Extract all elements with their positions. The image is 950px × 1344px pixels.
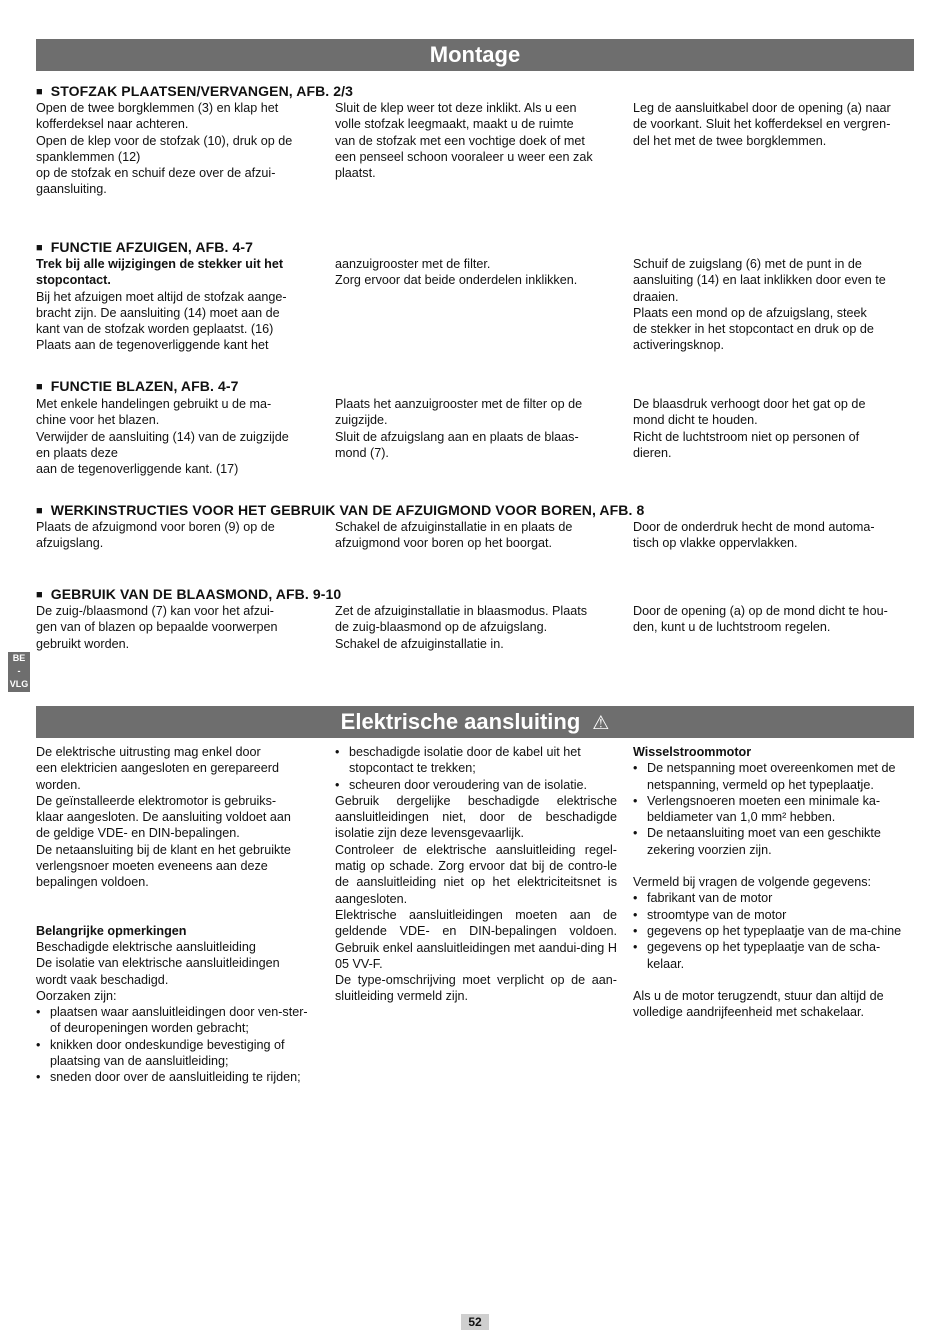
language-tab: BE - VLG xyxy=(8,652,30,692)
afzuigen-col3: Schuif de zuigslang (6) met de punt in de aansluiting (14) en laat inklikken door even te draaien. Plaats een mond op de afzuigslang, steek de stekker in het stopcontact en druk op de activeringsknop. xyxy=(633,257,886,353)
list-item: • stroomtype van de motor xyxy=(633,907,787,922)
blaasmond-col2: Zet de afzuiginstallatie in blaasmodus. Plaats de zuig-blaasmond op de afzuigslang. Schakel de afzuiginstallatie in. xyxy=(335,604,588,651)
square-bullet-icon: ■ xyxy=(36,242,43,254)
list-item: • beschadigde isolatie door de kabel uit het stopcontact te trekken; xyxy=(335,745,581,776)
stofzak-col2: Sluit de klep weer tot deze inklikt. Als u een volle stofzak leegmaakt, maakt u de ruimte van de stofzak met een vochtige doek of met een penseel schoon vooraleer u weer een zak plaatst. xyxy=(335,101,593,181)
section-title-boren: ■ WERKINSTRUCTIES VOOR HET GEBRUIK VAN DE AFZUIGMOND VOOR BOREN, AFB. 8 xyxy=(36,502,645,518)
stofzak-col3: Leg de aansluitkabel door de opening (a) naar de voorkant. Sluit het kofferdeksel en vergren- del het met de twee borgklemmen. xyxy=(633,101,891,148)
afzuigen-col2: aanzuigrooster met de filter. Zorg ervoor dat beide onderdelen inklikken. xyxy=(335,257,578,288)
section-title-stofzak: ■ STOFZAK PLAATSEN/VERVANGEN, AFB. 2/3 xyxy=(36,83,354,99)
blaasmond-col3: Door de opening (a) op de mond dicht te hou- den, kunt u de luchtstroom regelen. xyxy=(633,604,888,635)
montage-banner xyxy=(36,39,914,71)
important-notes-heading: Belangrijke opmerkingen xyxy=(36,923,187,938)
square-bullet-icon: ■ xyxy=(36,381,43,393)
boren-col1: Plaats de afzuigmond voor boren (9) op de afzuigslang. xyxy=(36,520,275,551)
elektrisch-col1: De elektrische uitrusting mag enkel door een elektricien aangesloten en gerepareerd worden. De geïnstalleerde elektromotor is gebruiks- klaar aangesloten. De aansluiting voldoet aan de geldige VDE- en DIN-bepalingen. De netaansluiting bij de klant en het gebruikte verlengsnoer moeten eveneens aan deze bepalingen voldoen. Belangrijke opmerkingen Beschadigde elektrische aansluitleiding De isolatie van elektrische aansluitleidingen wordt vaak beschadigd. Oorzaken zijn: • plaatsen waar aansluitleidingen door ven-ster- of deuropeningen worden gebracht; • knikken door ondeskundige bevestiging of plaatsing van de aansluitleiding; • sneden door over de aansluitleiding te rijden; xyxy=(36,744,318,1086)
warning-triangle-icon: ⚠ xyxy=(592,713,610,734)
square-bullet-icon: ■ xyxy=(36,589,43,601)
motor-heading: Wisselstroommotor xyxy=(633,745,752,759)
page-number: 52 xyxy=(461,1314,489,1330)
list-item: • knikken door ondeskundige bevestiging of plaatsing van de aansluitleiding; xyxy=(36,1037,285,1069)
blazen-col1: Met enkele handelingen gebruikt u de ma- chine voor het blazen. Verwijder de aansluiting (14) van de zuigzijde en plaats deze aan de tegenoverliggende kant. (17) xyxy=(36,397,289,477)
list-item: • sneden door over de aansluitleiding te rijden; xyxy=(36,1070,301,1085)
list-item: • scheuren door veroudering van de isolatie. xyxy=(335,777,588,792)
section-title-blaasmond: ■ GEBRUIK VAN DE BLAASMOND, AFB. 9-10 xyxy=(36,586,342,602)
list-item: • plaatsen waar aansluitleidingen door ven-ster- of deuropeningen worden gebracht; xyxy=(36,1005,308,1036)
elektrisch-col3: Wisselstroommotor • De netspanning moet overeenkomen met de netspanning, vermeld op het typeplaatje. • Verlengsnoeren moeten een minimale ka-beldiameter van 1,0 mm² hebben. • De netaansluiting moet van een geschikte zekering voorzien zijn. Vermeld bij vragen de volgende gegevens: • fabrikant van de motor • stroomtype van de motor • gegevens op het typeplaatje van de ma-chine • gegevens op het typeplaatje van de scha-kelaar. Als u de motor terugzendt, stuur dan altijd de volledige aandrijfeenheid met schakelaar. xyxy=(633,744,915,1020)
section-title-blazen: ■ FUNCTIE BLAZEN, AFB. 4-7 xyxy=(36,378,239,394)
blazen-col2: Plaats het aanzuigrooster met de filter op de zuigzijde. Sluit de afzuigslang aan en plaats de blaas- mond (7). xyxy=(335,397,583,460)
list-item: • De netaansluiting moet van een geschikte zekering voorzien zijn. xyxy=(633,826,881,857)
blaasmond-col1: De zuig-/blaasmond (7) kan voor het afzui- gen van of blazen op bepaalde voorwerpen gebruikt worden. xyxy=(36,604,278,651)
montage-title: Montage xyxy=(429,42,521,67)
elektrisch-banner xyxy=(36,706,914,738)
list-item: • fabrikant van de motor xyxy=(633,891,773,906)
blazen-col3: De blaasdruk verhoogt door het gat op de mond dicht te houden. Richt de luchtstroom niet op personen of dieren. xyxy=(633,397,866,460)
list-item: • De netspanning moet overeenkomen met de netspanning, vermeld op het typeplaatje. xyxy=(633,761,896,792)
list-item: • Verlengsnoeren moeten een minimale ka-beldiameter van 1,0 mm² hebben. xyxy=(633,793,881,825)
square-bullet-icon: ■ xyxy=(36,86,43,98)
stofzak-col1: Open de twee borgklemmen (3) en klap het kofferdeksel naar achteren. Open de klep voor de stofzak (10), druk op de spanklemmen (12) op de stofzak en schuif deze over de afzui- gaansluiting. xyxy=(36,101,293,197)
afzuigen-col1: Trek bij alle wijzigingen de stekker uit het stopcontact. Bij het afzuigen moet altijd de stofzak aange- bracht zijn. De aansluiting (14) moet aan de kant van de stofzak worden geplaatst. (16) Plaats aan de tegenoverliggende kant het xyxy=(36,257,287,353)
boren-col2: Schakel de afzuiginstallatie in en plaats de afzuigmond voor boren op het boorgat. xyxy=(335,520,573,551)
elektrisch-title: Elektrische aansluiting xyxy=(340,709,581,734)
square-bullet-icon: ■ xyxy=(36,505,43,517)
list-item: • gegevens op het typeplaatje van de ma-chine xyxy=(633,923,902,938)
section-title-afzuigen: ■ FUNCTIE AFZUIGEN, AFB. 4-7 xyxy=(36,239,253,255)
list-item: • gegevens op het typeplaatje van de scha-kelaar. xyxy=(633,940,881,971)
elektrisch-col2: • beschadigde isolatie door de kabel uit het stopcontact te trekken; • scheuren door veroudering van de isolatie. Gebruik dergelijke beschadigde elektrische aansluitleidingen niet, door de beschadigde isolatie zijn deze levensgevaarlijk. Controleer de elektrische aansluitleiding regel-matig op schade. Zorg ervoor dat bij de contro-le de aansluitleiding niet op het elektriciteitsnet is aangesloten. Elektrische aansluitleidingen moeten aan de geldende VDE- en DIN-bepalingen voldoen. Gebruik enkel aansluitleidingen met aandui-ding H 05 VV-F. De type-omschrijving moet verplicht op de aan-sluitleiding vermeld zijn. xyxy=(335,745,617,1004)
boren-col3: Door de onderdruk hecht de mond automa- tisch op vlakke oppervlakken. xyxy=(633,520,875,551)
